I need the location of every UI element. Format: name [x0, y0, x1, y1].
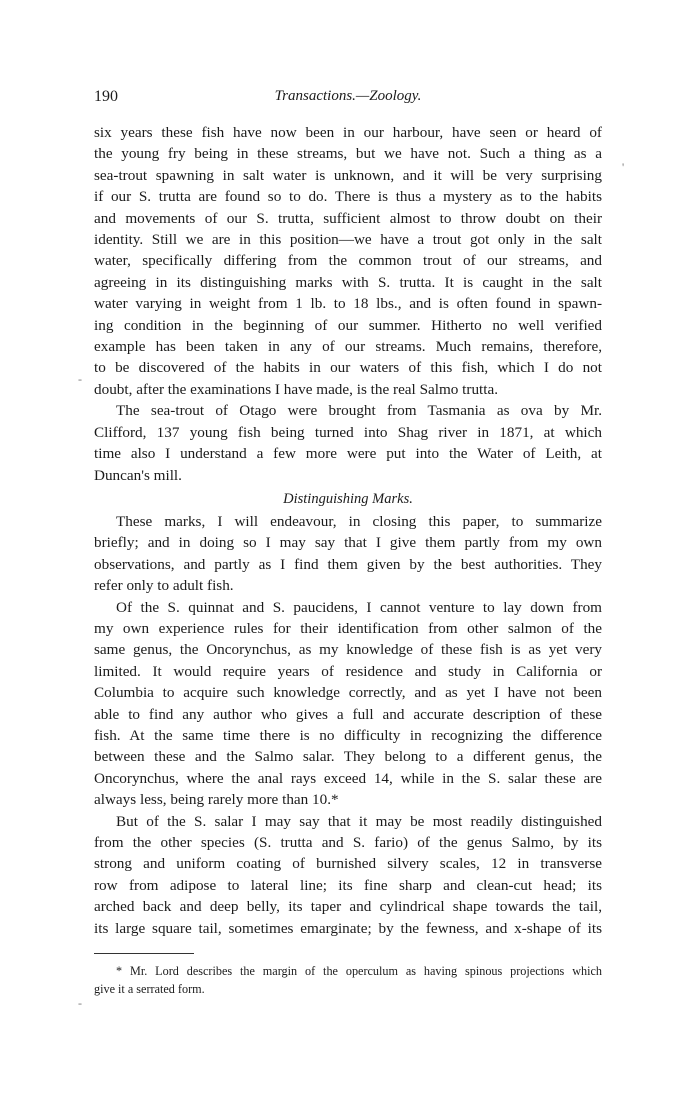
text-line: same genus, the Oncorynchus, as my knowledge of these fish is as yet very — [94, 641, 602, 659]
text-line: time also I understand a few more were put into the Water of Leith, at — [94, 445, 602, 463]
text-line: example has been taken in any of our streams. Much remains, therefore, — [94, 338, 602, 356]
page-header — [94, 88, 602, 112]
text-line: six years these fish have now been in our harbour, have seen or heard of — [94, 124, 602, 141]
running-head: Transactions.—Zoology. — [274, 88, 422, 104]
page-number: 190 — [94, 88, 118, 105]
margin-speck: - — [78, 372, 82, 386]
text-line: water, specifically differing from the common trout of our streams, and — [94, 252, 602, 270]
text-line: water varying in weight from 1 lb. to 18 lbs., and is often found in spawn- — [94, 295, 602, 313]
text-line: from the other species (S. trutta and S. fario) of the genus Salmo, by its — [94, 834, 602, 851]
text-line: strong and uniform coating of burnished silvery scales, 12 in transverse — [94, 855, 602, 873]
text-line: able to find any author who gives a full and accurate description of these — [94, 705, 602, 723]
margin-speck: - — [78, 996, 82, 1010]
text-line: ing condition in the beginning of our summer. Hitherto no well verified — [94, 316, 602, 334]
document-page — [94, 88, 602, 998]
text-line: between these and the Salmo salar. They belong to a different genus, the — [94, 748, 602, 766]
text-line: These marks, I will endeavour, in closing this paper, to summarize — [116, 512, 602, 530]
margin-speck: ' — [622, 160, 625, 174]
text-line: refer only to adult fish. — [94, 577, 234, 595]
text-line: agreeing in its distinguishing marks with S. trutta. It is caught in the salt — [94, 273, 602, 291]
text-line: fish. At the same time there is no difficulty in recognizing the difference — [94, 726, 602, 744]
text-line: my own experience rules for their identification from other salmon of the — [94, 619, 602, 637]
text-line: observations, and partly as I find them given by the best authorities. They — [94, 555, 602, 573]
text-line: Clifford, 137 young fish being turned into Shag river in 1871, at which — [94, 423, 602, 441]
text-line: arched back and deep belly, its taper and cylindrical shape towards the tail, — [94, 898, 602, 916]
text-line: Columbia to acquire such knowledge correctly, and as yet I have not been — [94, 684, 602, 702]
footnote-line: * Mr. Lord describes the margin of the operculum as having spinous projections which — [116, 964, 602, 979]
text-line: Of the S. quinnat and S. paucidens, I cannot venture to lay down from — [116, 598, 602, 616]
section-heading: Distinguishing Marks. — [283, 490, 413, 507]
text-line: Duncan's mill. — [94, 466, 182, 484]
text-line: briefly; and in doing so I may say that I give them partly from my own — [94, 534, 602, 552]
paragraph-2 — [94, 400, 602, 486]
text-line: and movements of our S. trutta, sufficient almost to throw doubt on their — [94, 209, 602, 227]
paragraph-5 — [94, 811, 602, 939]
paragraph-1 — [94, 122, 602, 400]
paragraph-3 — [94, 511, 602, 597]
text-line: its large square tail, sometimes emarginate; by the fewness, and x-shape of its — [94, 919, 602, 937]
text-line: to be discovered of the habits in our waters of this fish, which I do not — [94, 359, 602, 377]
text-line: limited. It would require years of residence and study in California or — [94, 662, 602, 680]
text-line: row from adipose to lateral line; its fine sharp and clean-cut head; its — [94, 876, 602, 894]
footnote — [94, 962, 602, 998]
text-line: identity. Still we are in this position—we have a trout got only in the salt — [94, 231, 602, 249]
paragraph-4 — [94, 597, 602, 811]
footnote-line: give it a serrated form. — [94, 982, 205, 997]
text-line: Oncorynchus, where the anal rays exceed 14, while in the S. salar these are — [94, 769, 602, 787]
text-line: doubt, after the examinations I have made, is the real Salmo trutta. — [94, 380, 499, 398]
text-line: the young fry being in these streams, but we have not. Such a thing as a — [94, 145, 602, 163]
text-line: The sea-trout of Otago were brought from Tasmania as ova by Mr. — [116, 402, 602, 420]
text-line: But of the S. salar I may say that it may be most readily distinguished — [116, 812, 602, 830]
text-line: always less, being rarely more than 10.* — [94, 791, 339, 809]
footnote-divider — [94, 953, 194, 954]
body-text — [94, 122, 602, 939]
text-line: if our S. trutta are found so to do. There is thus a mystery as to the habits — [94, 188, 602, 206]
text-line: sea-trout spawning in salt water is unknown, and it will be very surprising — [94, 166, 602, 184]
